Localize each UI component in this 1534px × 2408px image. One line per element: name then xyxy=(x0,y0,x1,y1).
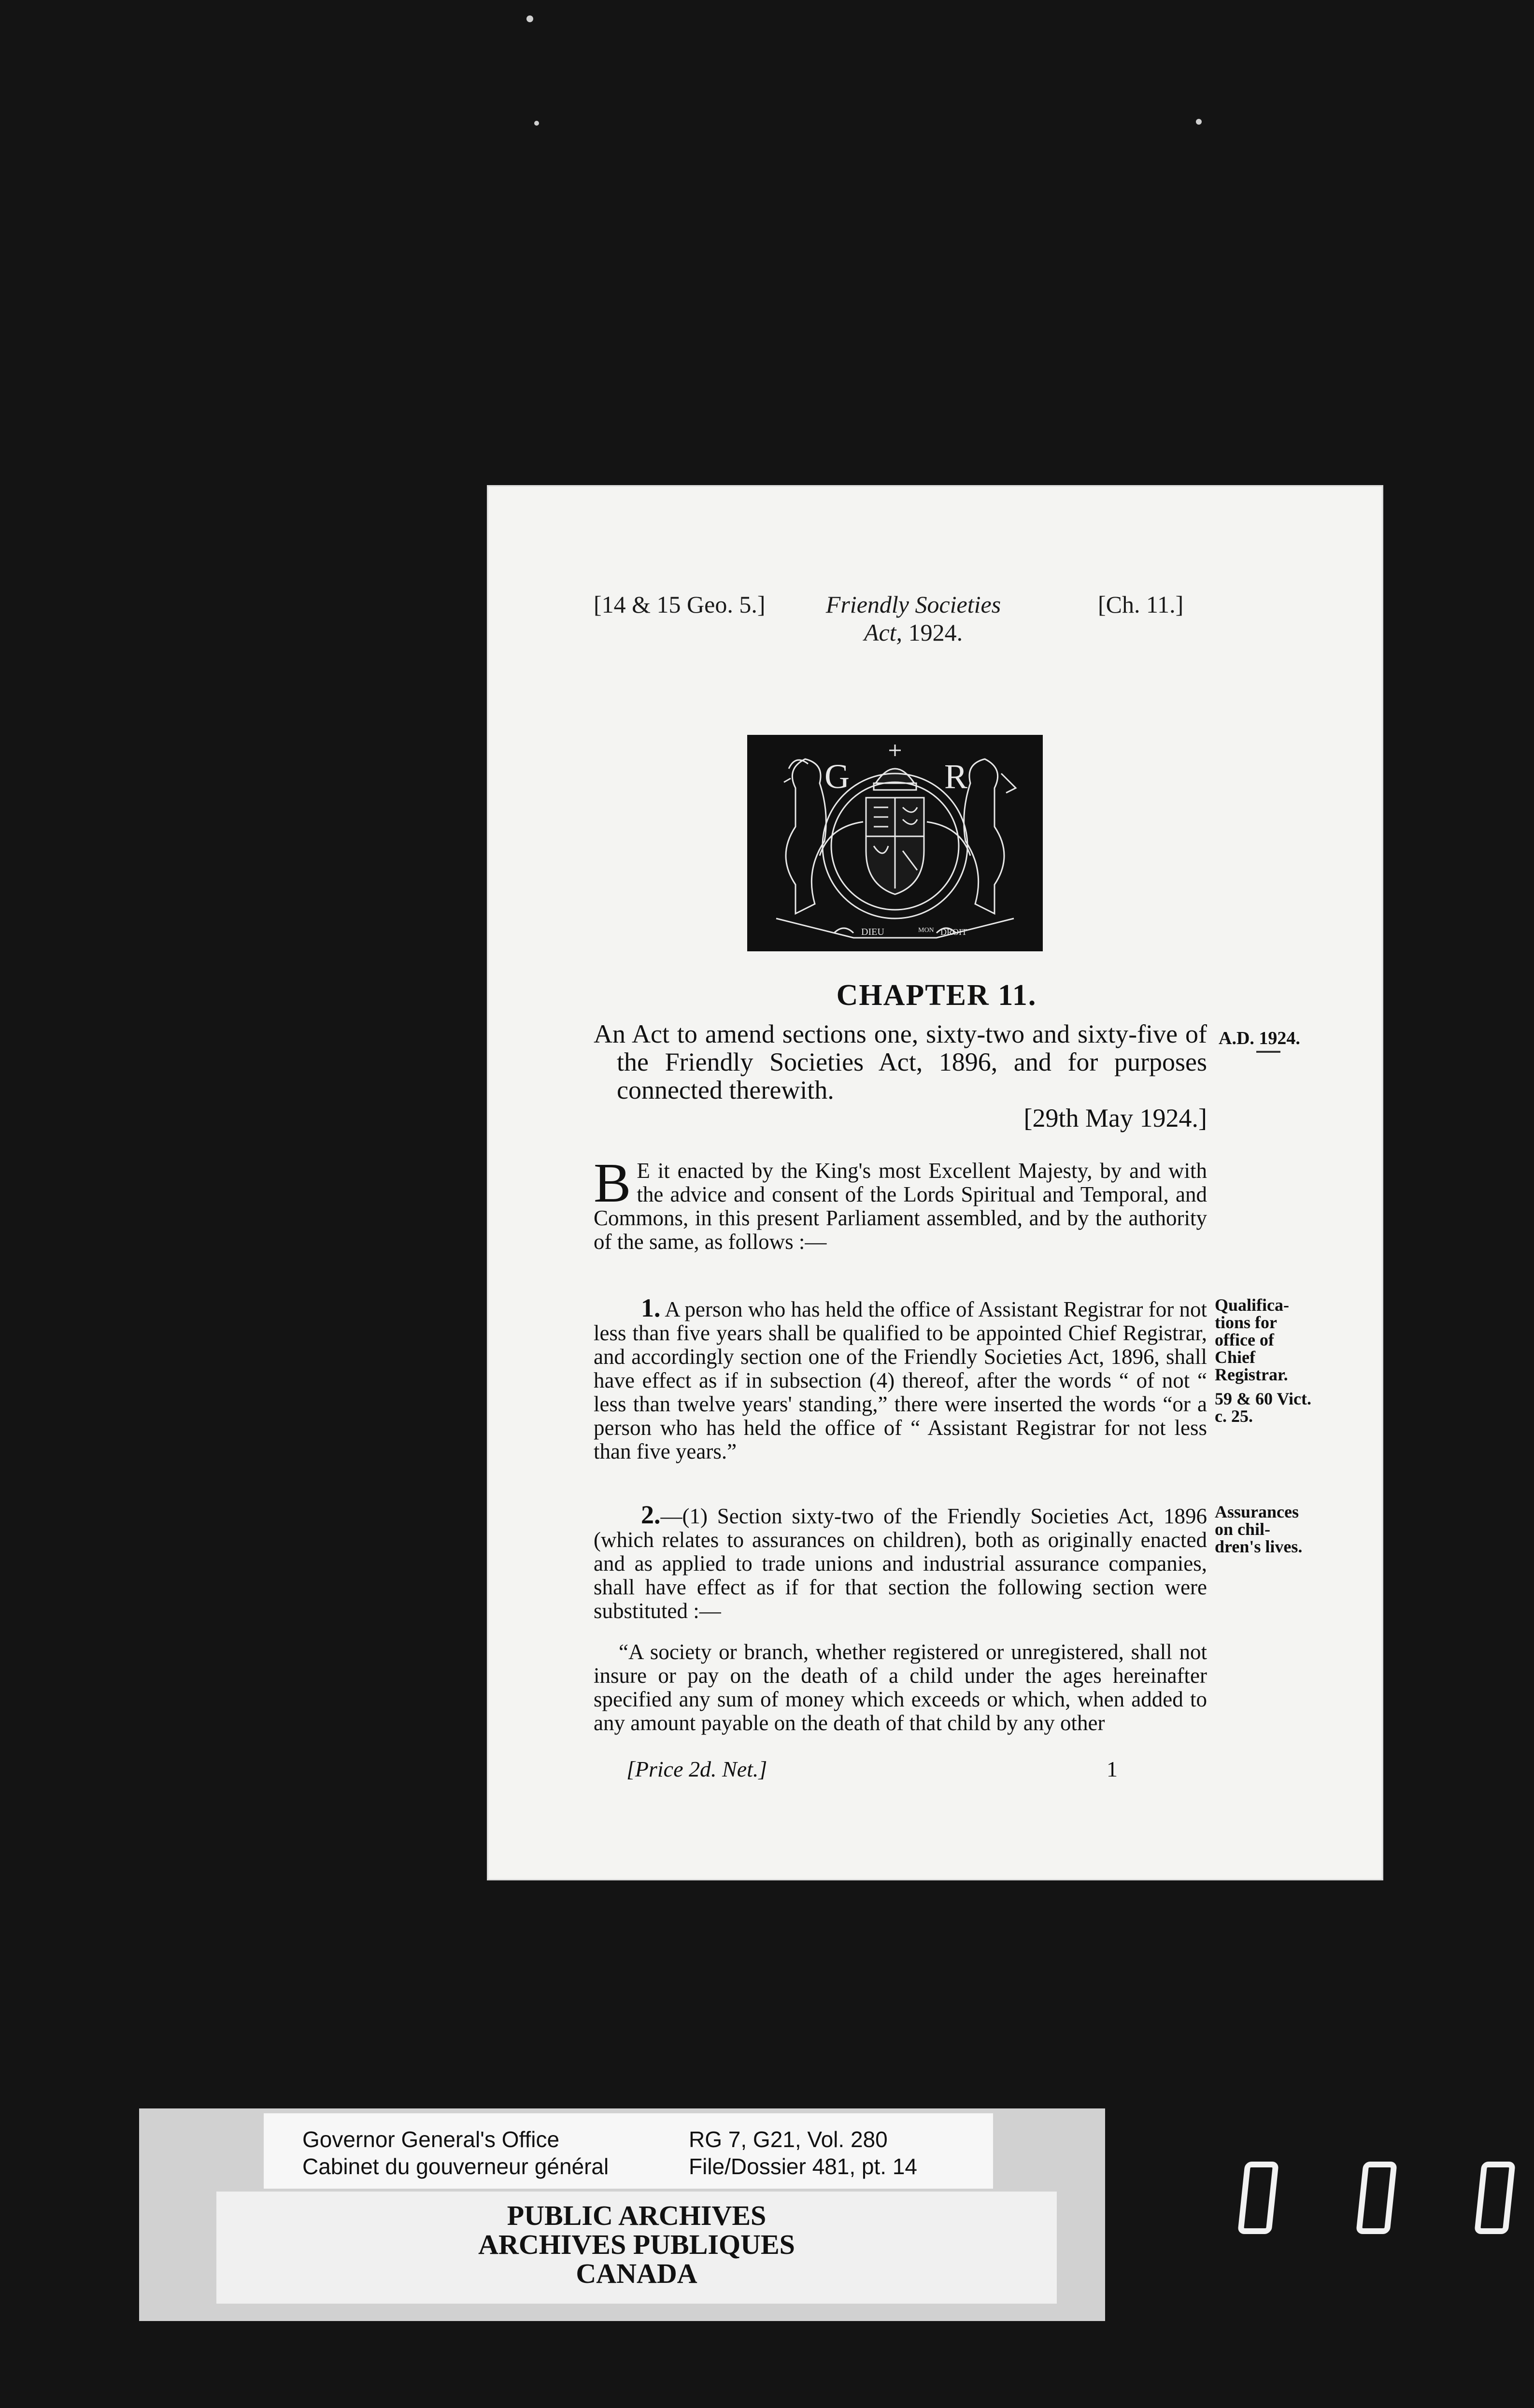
enacting-text: E it enacted by the King's most Excellent Majesty, by and with the advice and consent of the Lords Spiritual and Temporal, and Commons, in this present Parliament assembled, and by the authority of the same, as follows :— xyxy=(594,1159,1207,1254)
crest-motto-right: DROIT xyxy=(940,927,967,937)
ad-year-marginal: A.D. 1924. xyxy=(1219,1028,1300,1048)
drop-cap: B xyxy=(594,1152,631,1214)
document-page xyxy=(487,485,1383,1880)
section-2-number: 2. xyxy=(641,1500,661,1529)
film-speck xyxy=(534,121,539,126)
section-1-text: A person who has held the office of Assistant Registrar for not less than five years shall be qualified to be appointed Chief Registrar, and accordingly section one of the Friendly Societies Act, 1896, shall have effect as if in subsection (4) thereof, after the words “ of not “ less than twelve years' standing,” there were inserted the words “or a person who has held the office of “ Assistant Registrar for not less than five years.” xyxy=(594,1297,1207,1463)
long-title-text: An Act to amend sections one, sixty-two and sixty-five of the Friendly Societies Act, 1896, and for purposes connected therewith. xyxy=(594,1019,1207,1104)
film-frame-counter xyxy=(1241,2162,1512,2234)
substituted-section-quote: “A society or branch, whether registered or unregistered, shall not insure or pay on the death of a child under the ages hereinafter specified any sum of money which exceeds or which, when added to any amount payable on the death of that child by any other xyxy=(594,1640,1207,1735)
crest-letter-r: R xyxy=(944,757,968,796)
public-archives-stamp: PUBLIC ARCHIVES ARCHIVES PUBLIQUES CANADA xyxy=(216,2192,1057,2304)
header-chapter-ref: [Ch. 11.] xyxy=(1098,591,1184,618)
crest-motto-mid: MON xyxy=(918,927,934,934)
section-2-text: —(1) Section sixty-two of the Friendly Societies Act, 1896 (which relates to assurances on children), both as originally enacted and as applied to trade unions and industrial assurance companies, shall have effect as if for that section the following section were substituted :— xyxy=(594,1504,1207,1623)
enacting-formula xyxy=(594,1152,1207,1254)
chapter-heading: CHAPTER 11. xyxy=(836,979,1037,1012)
section-2 xyxy=(594,1500,1207,1623)
page-number: 1 xyxy=(1107,1757,1118,1781)
price-note: [Price 2d. Net.] xyxy=(626,1757,767,1781)
frame-digit xyxy=(1356,2162,1397,2234)
frame-digit xyxy=(1474,2162,1516,2234)
film-speck xyxy=(1196,119,1202,125)
header-act-title: Friendly Societies Act, 1924. xyxy=(825,591,1001,646)
section-1-number: 1. xyxy=(641,1293,661,1322)
header-regnal-year: [14 & 15 Geo. 5.] xyxy=(594,591,766,618)
crest-motto-left: DIEU xyxy=(861,927,884,937)
film-speck xyxy=(526,15,533,22)
frame-digit xyxy=(1237,2162,1279,2234)
assent-date: [29th May 1924.] xyxy=(1023,1104,1207,1132)
royal-coat-of-arms xyxy=(747,735,1043,951)
marginal-note-qualifications: Qualifica- tions for office of Chief Registrar. 59 & 60 Vict. c. 25. xyxy=(1215,1295,1311,1426)
section-1 xyxy=(594,1293,1207,1463)
marginal-note-assurances: Assurances on chil- dren's lives. xyxy=(1215,1502,1303,1556)
crest-letter-g: G xyxy=(824,757,850,796)
archive-office-names: Governor General's Office Cabinet du gouverneur général xyxy=(302,2127,609,2179)
archive-reference-numbers: RG 7, G21, Vol. 280 File/Dossier 481, pt. 14 xyxy=(689,2127,918,2179)
archive-reference-label xyxy=(264,2113,993,2189)
ad-rule xyxy=(1256,1051,1280,1053)
long-title xyxy=(594,1020,1207,1132)
